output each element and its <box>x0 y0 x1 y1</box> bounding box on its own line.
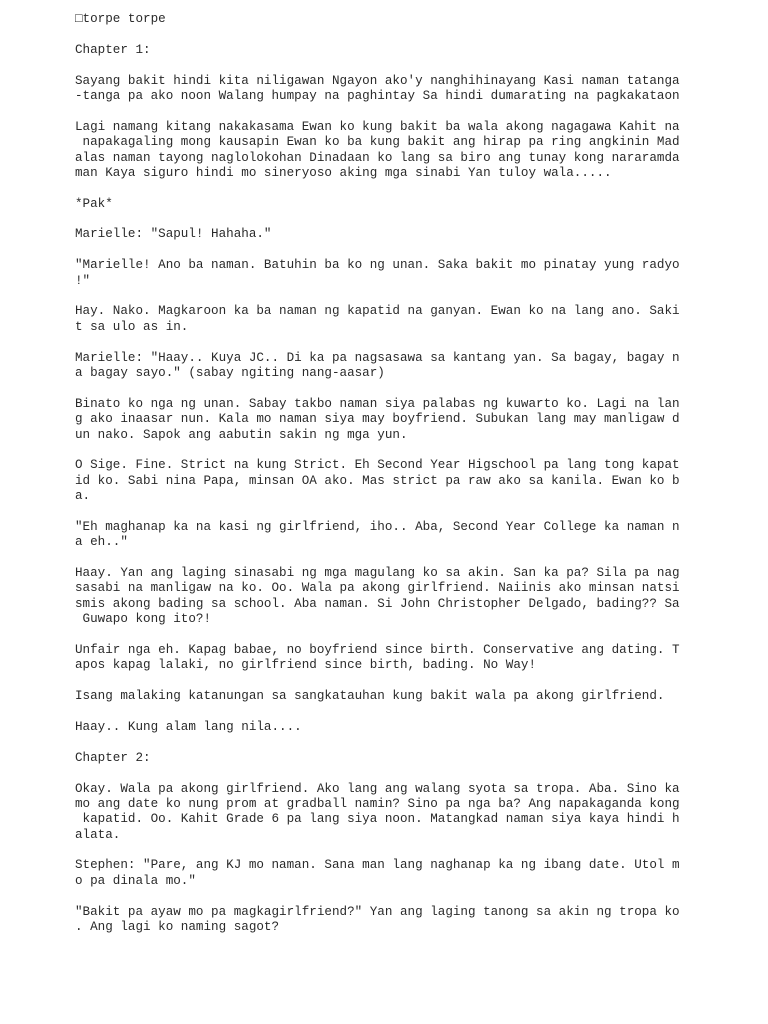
text-line: o pa dinala mo." <box>75 873 196 888</box>
text-line: Haay. Yan ang laging sinasabi ng mga magulang ko sa akin. San ka pa? Sila pa nag <box>75 566 680 581</box>
text-line: mo ang date ko nung prom at gradball namin? Sino pa nga ba? Ang napakaganda kong <box>75 796 680 811</box>
paragraph <box>75 905 715 936</box>
text-line: apos kapag lalaki, no girlfriend since birth, bading. No Way! <box>75 658 537 673</box>
text-line: a eh.." <box>75 535 128 550</box>
text-line: Chapter 1: <box>75 42 151 57</box>
paragraph <box>75 782 715 844</box>
paragraph-gap <box>75 843 715 858</box>
paragraph-gap <box>75 551 715 566</box>
text-line: Unfair nga eh. Kapag babae, no boyfriend since birth. Conservative ang dating. T <box>75 643 680 658</box>
text-line: "Marielle! Ano ba naman. Batuhin ba ko ng unan. Saka bakit mo pinatay yung radyo <box>75 258 680 273</box>
document-page <box>75 12 715 935</box>
paragraph <box>75 720 715 735</box>
text-line: sasabi na manligaw na ko. Oo. Wala pa akong girlfriend. Naiinis ako minsan natsi <box>75 581 680 596</box>
paragraph <box>75 751 715 766</box>
paragraph <box>75 566 715 628</box>
text-line: Sayang bakit hindi kita niligawan Ngayon ako'y nanghihinayang Kasi naman tatanga <box>75 73 680 88</box>
paragraph-gap <box>75 628 715 643</box>
paragraph <box>75 397 715 443</box>
text-line: alata. <box>75 827 121 842</box>
paragraph-gap <box>75 104 715 119</box>
text-line: Marielle: "Haay.. Kuya JC.. Di ka pa nagsasawa sa kantang yan. Sa bagay, bagay n <box>75 350 680 365</box>
text-line: □torpe torpe <box>75 12 166 26</box>
text-line: *Pak* <box>75 196 113 211</box>
text-line: Isang malaking katanungan sa sangkatauhan kung bakit wala pa akong girlfriend. <box>75 689 665 704</box>
paragraph-gap <box>75 27 715 42</box>
paragraph-gap <box>75 212 715 227</box>
text-line: Binato ko nga ng unan. Sabay takbo naman siya palabas ng kuwarto ko. Lagi na lan <box>75 396 680 411</box>
paragraph <box>75 120 715 182</box>
text-line: Lagi namang kitang nakakasama Ewan ko kung bakit ba wala akong nagagawa Kahit na <box>75 119 680 134</box>
paragraph <box>75 689 715 704</box>
paragraph <box>75 74 715 105</box>
text-line: O Sige. Fine. Strict na kung Strict. Eh Second Year Higschool pa lang tong kapat <box>75 458 680 473</box>
paragraph <box>75 12 715 27</box>
text-line: napakagaling mong kausapin Ewan ko ba kung bakit ang hirap pa ring angkinin Mad <box>75 135 680 150</box>
text-line: man Kaya siguro hindi mo sineryoso aking mga sinabi Yan tuloy wala..... <box>75 165 612 180</box>
text-line: g ako inaasar nun. Kala mo naman siya may boyfriend. Subukan lang may manligaw d <box>75 412 680 427</box>
paragraph <box>75 458 715 504</box>
paragraph <box>75 197 715 212</box>
paragraph-gap <box>75 889 715 904</box>
paragraph <box>75 304 715 335</box>
text-line: Stephen: "Pare, ang KJ mo naman. Sana man lang naghanap ka ng ibang date. Utol m <box>75 858 680 873</box>
text-line: "Bakit pa ayaw mo pa magkagirlfriend?" Yan ang laging tanong sa akin ng tropa ko <box>75 904 680 919</box>
text-line: alas naman tayong naglolokohan Dinadaan ko lang sa biro ang tunay kong nararamda <box>75 150 680 165</box>
text-line: a. <box>75 489 91 504</box>
text-line: . Ang lagi ko naming sagot? <box>75 920 280 935</box>
paragraph <box>75 227 715 242</box>
paragraph-gap <box>75 289 715 304</box>
paragraph-gap <box>75 674 715 689</box>
paragraph <box>75 351 715 382</box>
paragraph <box>75 520 715 551</box>
text-line: Haay.. Kung alam lang nila.... <box>75 719 302 734</box>
text-line: smis akong bading sa school. Aba naman. Si John Christopher Delgado, bading?? Sa <box>75 596 680 611</box>
text-line: Marielle: "Sapul! Hahaha." <box>75 227 272 242</box>
paragraph-gap <box>75 381 715 396</box>
text-line: id ko. Sabi nina Papa, minsan OA ako. Mas strict pa raw ako sa kanila. Ewan ko b <box>75 473 680 488</box>
text-line: un nako. Sapok ang aabutin sakin ng mga yun. <box>75 427 408 442</box>
paragraph-gap <box>75 735 715 750</box>
paragraph-gap <box>75 58 715 73</box>
text-line: Chapter 2: <box>75 750 151 765</box>
text-line: !" <box>75 273 91 288</box>
paragraph-gap <box>75 335 715 350</box>
paragraph <box>75 43 715 58</box>
paragraph-gap <box>75 443 715 458</box>
paragraph-gap <box>75 505 715 520</box>
paragraph-gap <box>75 766 715 781</box>
paragraph-gap <box>75 243 715 258</box>
text-line: kapatid. Oo. Kahit Grade 6 pa lang siya noon. Matangkad naman siya kaya hindi h <box>75 812 680 827</box>
paragraph-gap <box>75 181 715 196</box>
paragraph <box>75 258 715 289</box>
text-line: Guwapo kong ito?! <box>75 612 212 627</box>
text-line: -tanga pa ako noon Walang humpay na paghintay Sa hindi dumarating na pagkakataon <box>75 88 680 103</box>
paragraph-gap <box>75 705 715 720</box>
paragraph <box>75 643 715 674</box>
text-line: "Eh maghanap ka na kasi ng girlfriend, iho.. Aba, Second Year College ka naman n <box>75 519 680 534</box>
text-line: a bagay sayo." (sabay ngiting nang-aasar) <box>75 365 385 380</box>
text-line: Okay. Wala pa akong girlfriend. Ako lang ang walang syota sa tropa. Aba. Sino ka <box>75 781 680 796</box>
text-line: t sa ulo as in. <box>75 319 189 334</box>
paragraph <box>75 858 715 889</box>
text-line: Hay. Nako. Magkaroon ka ba naman ng kapatid na ganyan. Ewan ko na lang ano. Saki <box>75 304 680 319</box>
